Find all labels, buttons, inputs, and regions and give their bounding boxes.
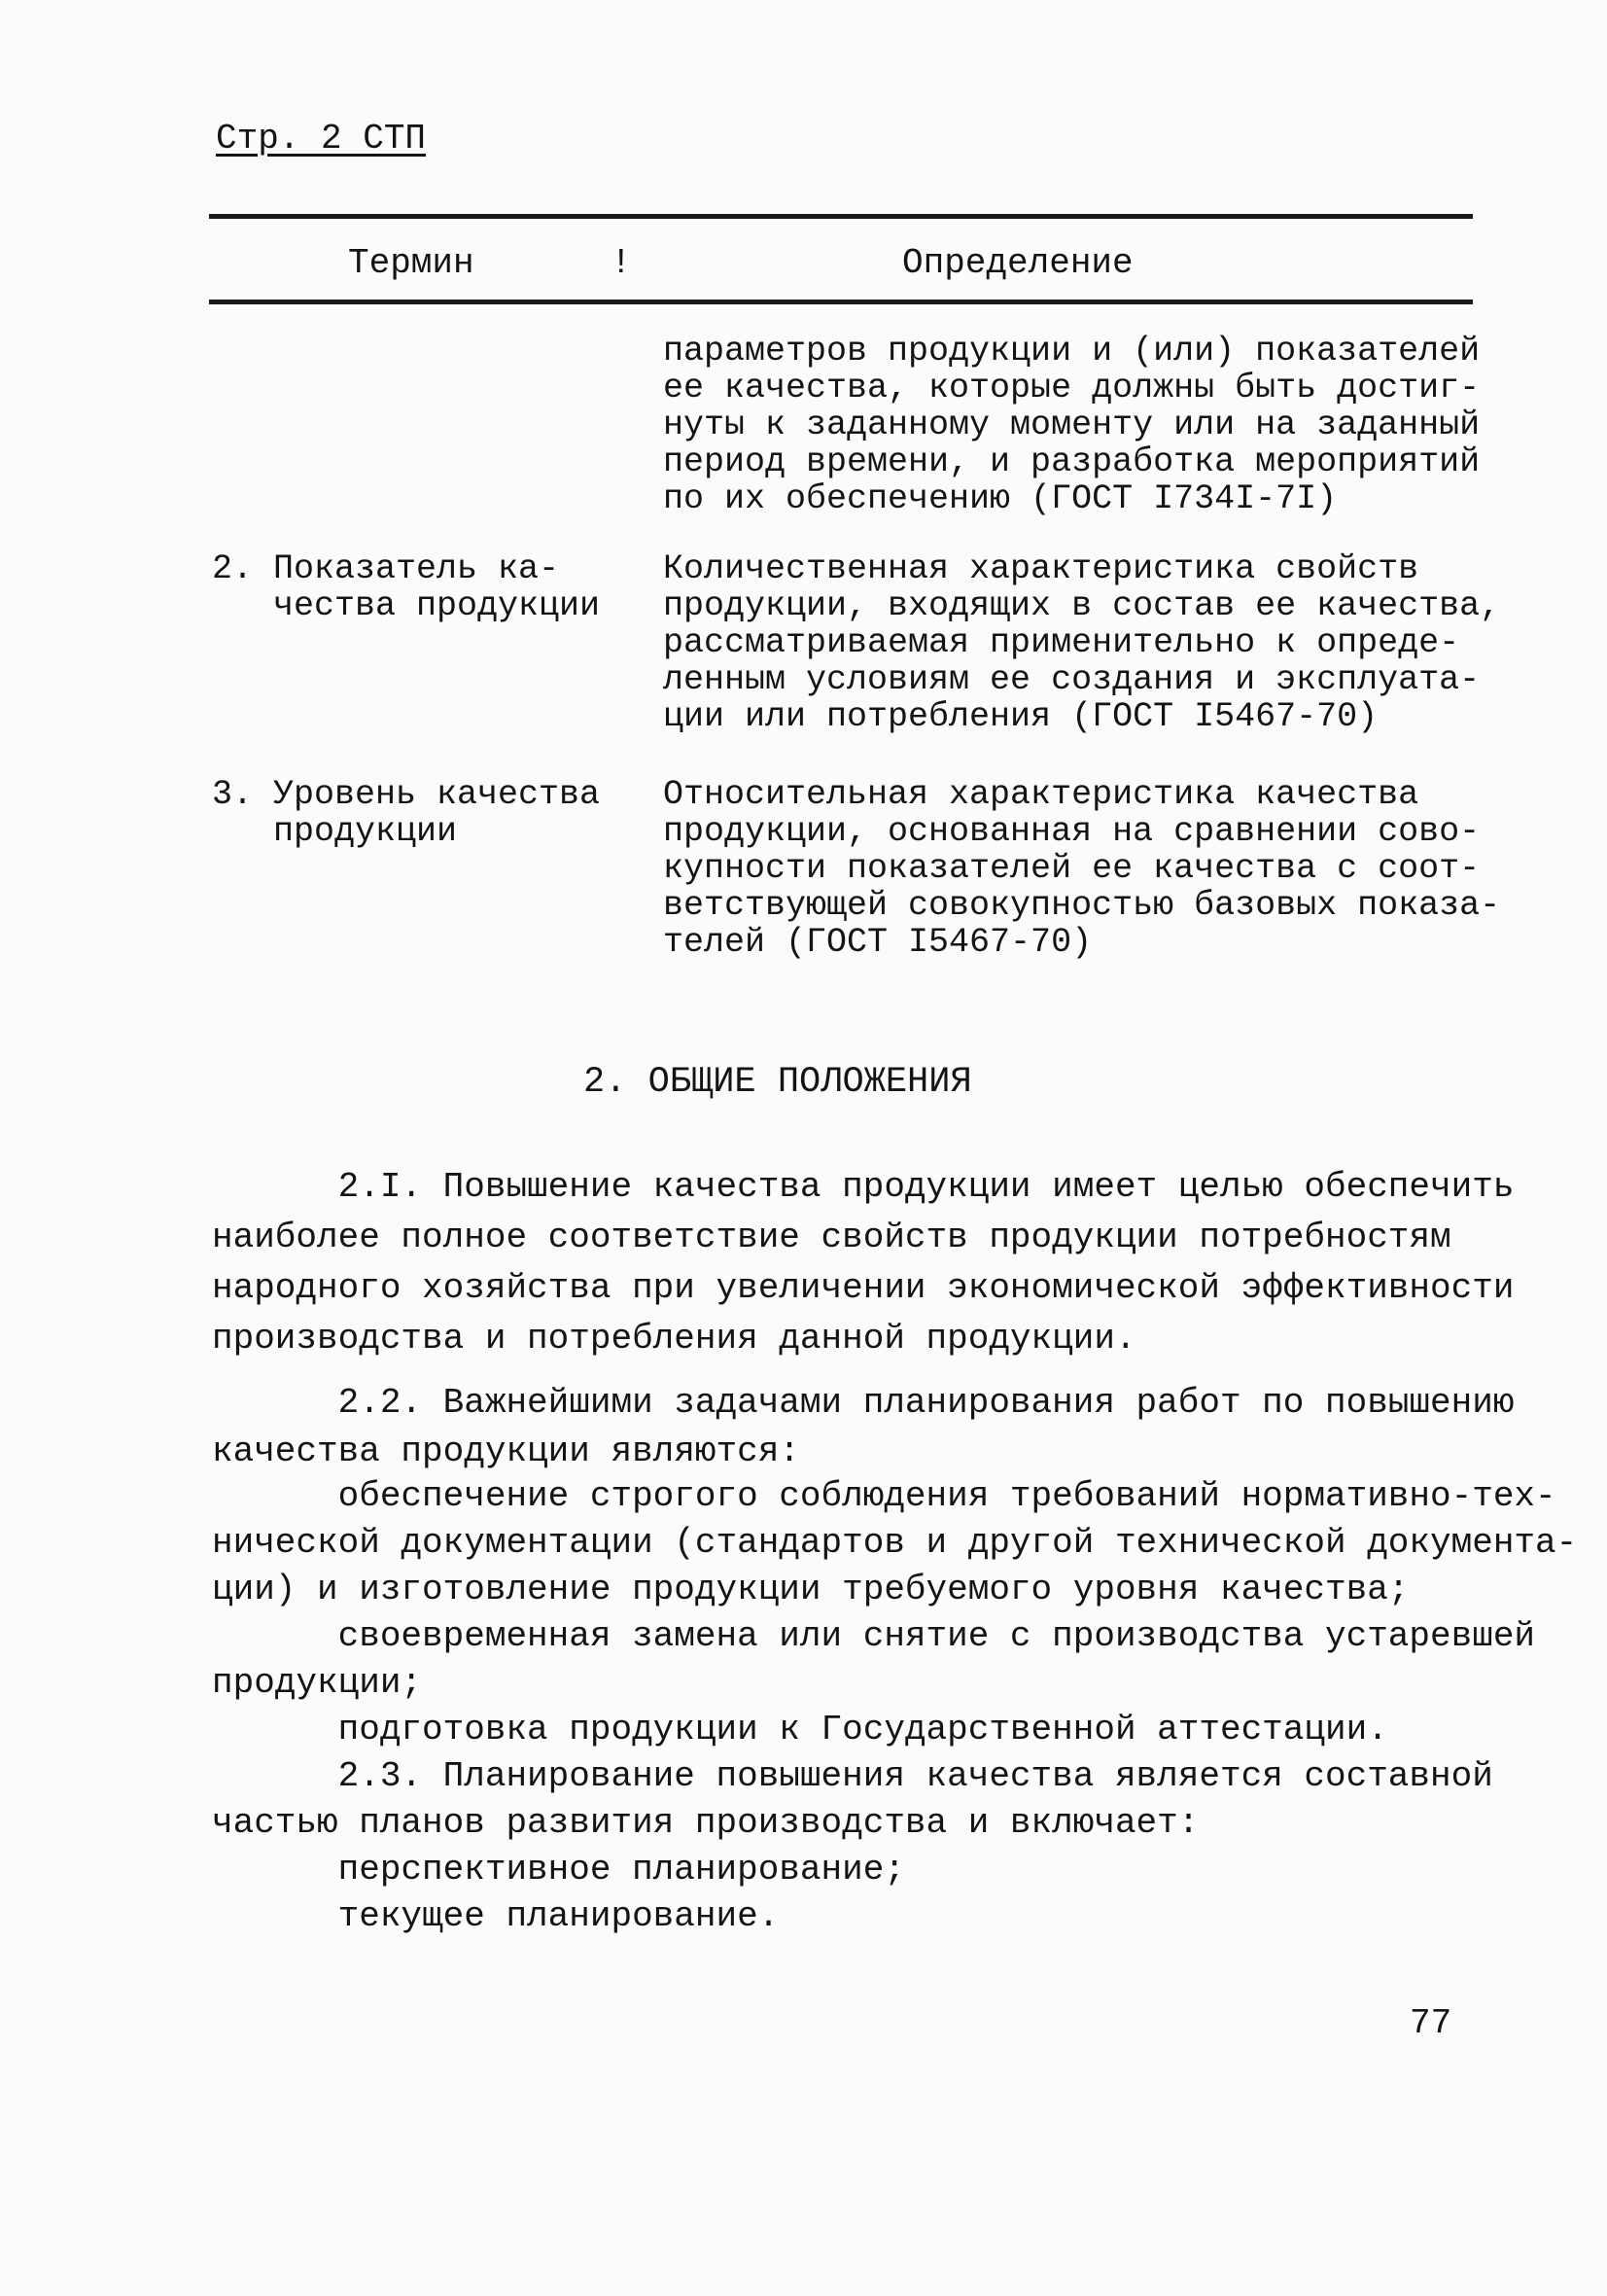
page-number: 77: [1410, 2003, 1452, 2043]
body-line: 2.I. Повышение качества продукции имеет целью обеспечить: [212, 1167, 1515, 1207]
table-header-rule: [209, 300, 1473, 304]
definition-line: Относительная характеристика качества: [663, 775, 1419, 814]
definition-line: ленным условиям ее создания и эксплуата-: [663, 660, 1481, 699]
body-line: 2.3. Планирование повышения качества является составной: [212, 1756, 1493, 1796]
definition-line: параметров продукции и (или) показателей: [663, 332, 1481, 371]
definition-row-0: [663, 333, 1480, 517]
definition-line: купности показателей ее качества с соот-: [663, 849, 1481, 888]
body-line: продукции;: [212, 1663, 423, 1703]
term-line: 3. Уровень качества: [212, 775, 601, 814]
definition-line: рассматриваемая применительно к опреде-: [663, 623, 1460, 662]
column-header-term: Термин: [348, 243, 474, 283]
section-title: 2. ОБЩИЕ ПОЛОЖЕНИЯ: [583, 1062, 972, 1103]
table-top-rule: [209, 214, 1473, 219]
body-line: текущее планирование.: [212, 1896, 780, 1936]
definition-row-2: [663, 775, 1501, 962]
body-line: частью планов развития производства и включает:: [212, 1803, 1200, 1843]
definition-line: ции или потребления (ГОСТ I5467-70): [663, 697, 1379, 736]
term-line: чества продукции: [212, 586, 601, 625]
body-line: подготовка продукции к Государственной аттестации.: [212, 1710, 1388, 1749]
definition-line: ее качества, которые должны быть достиг-: [663, 369, 1481, 407]
definition-line: по их обеспечению (ГОСТ I734I-7I): [663, 479, 1338, 518]
term-line: продукции: [212, 812, 458, 851]
definition-line: Количественная характеристика свойств: [663, 549, 1419, 588]
body-line: наиболее полное соответствие свойств продукции потребностям: [212, 1218, 1451, 1257]
page-header: Стр. 2 СТП: [216, 119, 427, 159]
term-row-1: [212, 550, 640, 624]
definition-line: ветствующей совокупностью базовых показа-: [663, 886, 1501, 925]
definition-line: телей (ГОСТ I5467-70): [663, 923, 1093, 962]
column-header-definition: Определение: [902, 243, 1134, 283]
body-line: производства и потребления данной продукции.: [212, 1319, 1136, 1359]
term-row-2: [212, 776, 640, 850]
definition-line: продукции, основанная на сравнении сово-: [663, 812, 1481, 851]
body-line: нической документации (стандартов и другой технической документа-: [212, 1523, 1578, 1563]
body-line: своевременная замена или снятие с производства устаревшей: [212, 1616, 1536, 1656]
body-line: обеспечение строгого соблюдения требований нормативно-тех-: [212, 1476, 1556, 1516]
body-line: перспективное планирование;: [212, 1850, 905, 1890]
definition-line: продукции, входящих в состав ее качества,: [663, 586, 1501, 625]
term-line: 2. Показатель ка-: [212, 549, 560, 588]
body-line: 2.2. Важнейшими задачами планирования работ по повышению: [212, 1383, 1515, 1423]
body-line: ции) и изготовление продукции требуемого уровня качества;: [212, 1570, 1410, 1609]
body-line: народного хозяйства при увеличении экономической эффективности: [212, 1268, 1515, 1308]
definition-line: нуты к заданному моменту или на заданный: [663, 406, 1481, 444]
column-separator: !: [611, 243, 632, 283]
definition-line: период времени, и разработка мероприятий: [663, 442, 1481, 481]
definition-row-1: [663, 549, 1501, 736]
body-line: качества продукции являются:: [212, 1431, 800, 1471]
